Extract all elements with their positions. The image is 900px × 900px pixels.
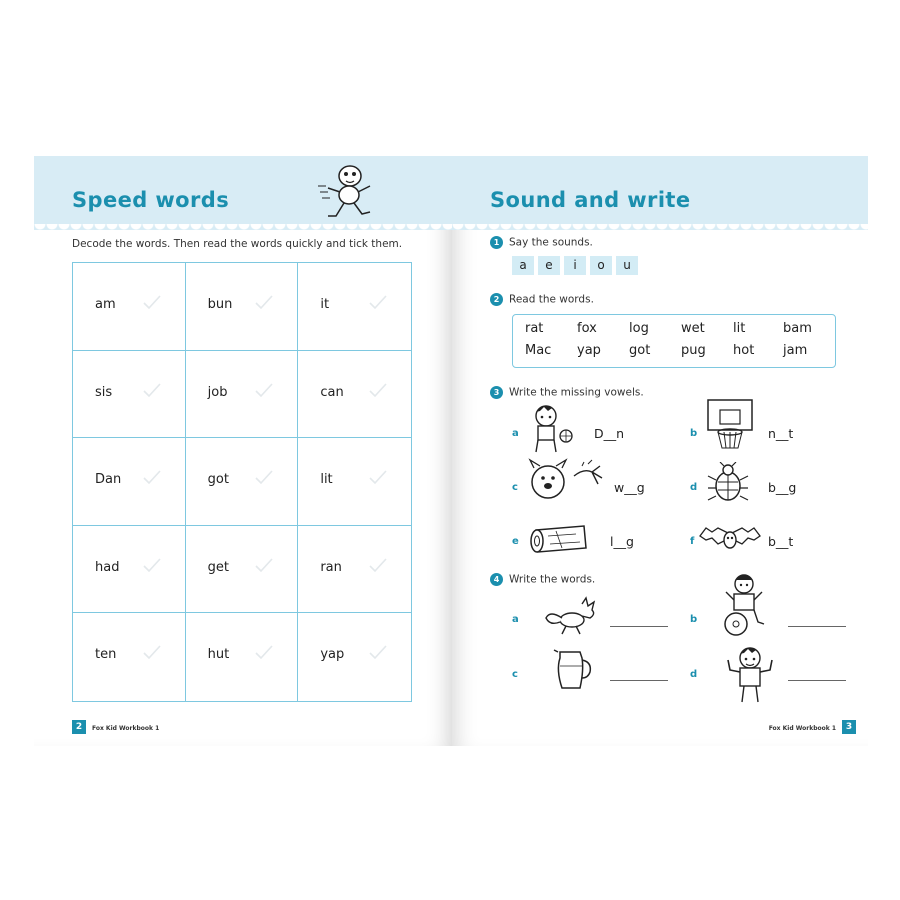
tick-icon — [141, 643, 163, 661]
tick-icon — [141, 293, 163, 311]
page-title: Speed words — [72, 188, 230, 212]
word: bun — [207, 297, 233, 312]
section-3-label — [490, 386, 644, 399]
word: yap — [320, 647, 345, 663]
word-cell[interactable] — [298, 613, 411, 701]
footer-text: Fox Kid Workbook 1 — [768, 725, 836, 732]
word: had — [95, 559, 120, 575]
answer-line[interactable] — [610, 680, 668, 681]
missing-vowel-word[interactable]: n__t — [768, 426, 794, 441]
tick-icon — [253, 643, 275, 661]
tick-icon — [253, 293, 275, 311]
vowel-box: o — [590, 256, 612, 275]
item-letter: c — [512, 669, 518, 680]
item-letter: b — [690, 428, 698, 439]
missing-vowel-word[interactable]: D__n — [594, 426, 625, 441]
running-beaver-illustration — [316, 158, 382, 222]
bug-picture — [706, 462, 750, 504]
word-cell[interactable] — [73, 438, 186, 526]
word-cell[interactable] — [298, 526, 411, 614]
page-number: 2 — [72, 720, 86, 734]
word-cell[interactable] — [73, 263, 186, 351]
boy-with-ball-picture — [526, 402, 574, 454]
vowel-list — [512, 256, 638, 275]
read-word: jam — [783, 343, 808, 358]
read-word: pug — [681, 343, 706, 358]
instruction-text: Decode the words. Then read the words quickly and tick them. — [72, 238, 403, 250]
section-instruction: Say the sounds. — [509, 236, 593, 249]
missing-vowel-word[interactable]: b__g — [768, 480, 797, 495]
word: Dan — [95, 472, 122, 488]
word: get — [207, 559, 230, 575]
vowel-box: e — [538, 256, 560, 275]
speed-words-grid — [72, 262, 412, 702]
word: got — [207, 472, 229, 488]
read-word: rat — [525, 321, 544, 336]
log-picture — [526, 522, 592, 556]
read-word: log — [629, 321, 649, 336]
item-letter: b — [690, 614, 698, 625]
read-word: yap — [577, 343, 601, 358]
tick-icon — [141, 468, 163, 486]
word: sis — [95, 384, 113, 400]
word-cell[interactable] — [73, 526, 186, 614]
missing-vowel-word[interactable]: b__t — [768, 534, 794, 549]
page-title: Sound and write — [490, 188, 691, 212]
section-number: 4 — [490, 573, 503, 586]
section-instruction: Write the missing vowels. — [509, 386, 644, 399]
item-letter: a — [512, 614, 519, 625]
tick-icon — [367, 468, 389, 486]
read-word: wet — [681, 321, 705, 336]
vowel-box: a — [512, 256, 534, 275]
page-number: 3 — [842, 720, 856, 734]
word: can — [320, 384, 344, 400]
item-letter: f — [690, 536, 695, 547]
section-number: 2 — [490, 293, 503, 306]
read-word: Mac — [525, 343, 552, 358]
answer-line[interactable] — [788, 626, 846, 627]
read-word: hot — [733, 343, 755, 358]
word: hut — [207, 647, 230, 663]
tick-icon — [367, 556, 389, 574]
item-letter: a — [512, 428, 519, 439]
section-instruction: Read the words. — [509, 293, 594, 306]
answer-line[interactable] — [610, 626, 668, 627]
kid-flexing-picture — [722, 644, 778, 706]
word-cell[interactable] — [73, 613, 186, 701]
fox-picture — [542, 596, 600, 636]
read-word: got — [629, 343, 651, 358]
answer-line[interactable] — [788, 680, 846, 681]
item-letter: e — [512, 536, 519, 547]
word: ran — [320, 559, 342, 575]
bat-picture — [698, 522, 762, 556]
section-number: 3 — [490, 386, 503, 399]
word: am — [95, 297, 116, 312]
word-cell[interactable] — [298, 351, 411, 439]
section-2-label — [490, 293, 594, 306]
tick-icon — [367, 381, 389, 399]
word-cell[interactable] — [298, 438, 411, 526]
kid-in-wheelchair-picture — [718, 570, 772, 638]
workbook-spread — [34, 156, 868, 746]
section-1-label — [490, 236, 593, 249]
word-cell[interactable] — [186, 526, 299, 614]
footer-text: Fox Kid Workbook 1 — [92, 725, 160, 732]
word-cell[interactable] — [73, 351, 186, 439]
tick-icon — [367, 293, 389, 311]
word: it — [320, 297, 330, 312]
tick-icon — [253, 556, 275, 574]
tick-icon — [141, 556, 163, 574]
item-letter: d — [690, 669, 698, 680]
read-word: lit — [733, 321, 746, 336]
tick-icon — [253, 381, 275, 399]
tick-icon — [253, 468, 275, 486]
item-letter: d — [690, 482, 698, 493]
word-cell[interactable] — [186, 351, 299, 439]
word: lit — [320, 472, 333, 488]
read-word: fox — [577, 321, 597, 336]
section-4-label — [490, 573, 595, 586]
jug-picture — [552, 648, 592, 692]
missing-vowel-word[interactable]: l__g — [610, 534, 634, 549]
word-cell[interactable] — [186, 438, 299, 526]
section-number: 1 — [490, 236, 503, 249]
right-page — [452, 156, 868, 746]
word-cell[interactable] — [186, 613, 299, 701]
basketball-net-picture — [704, 398, 756, 454]
tick-icon — [141, 381, 163, 399]
word-cell[interactable] — [186, 263, 299, 351]
word: ten — [95, 647, 117, 663]
read-words-box — [512, 314, 836, 368]
dog-wagging-picture — [522, 458, 610, 504]
item-letter: c — [512, 482, 518, 493]
word-cell[interactable] — [298, 263, 411, 351]
vowel-box: u — [616, 256, 638, 275]
word: job — [207, 384, 228, 400]
vowel-box: i — [564, 256, 586, 275]
read-word: bam — [783, 321, 812, 336]
missing-vowel-word[interactable]: w__g — [614, 480, 645, 495]
tick-icon — [367, 643, 389, 661]
section-instruction: Write the words. — [509, 573, 596, 586]
left-page — [34, 156, 452, 746]
